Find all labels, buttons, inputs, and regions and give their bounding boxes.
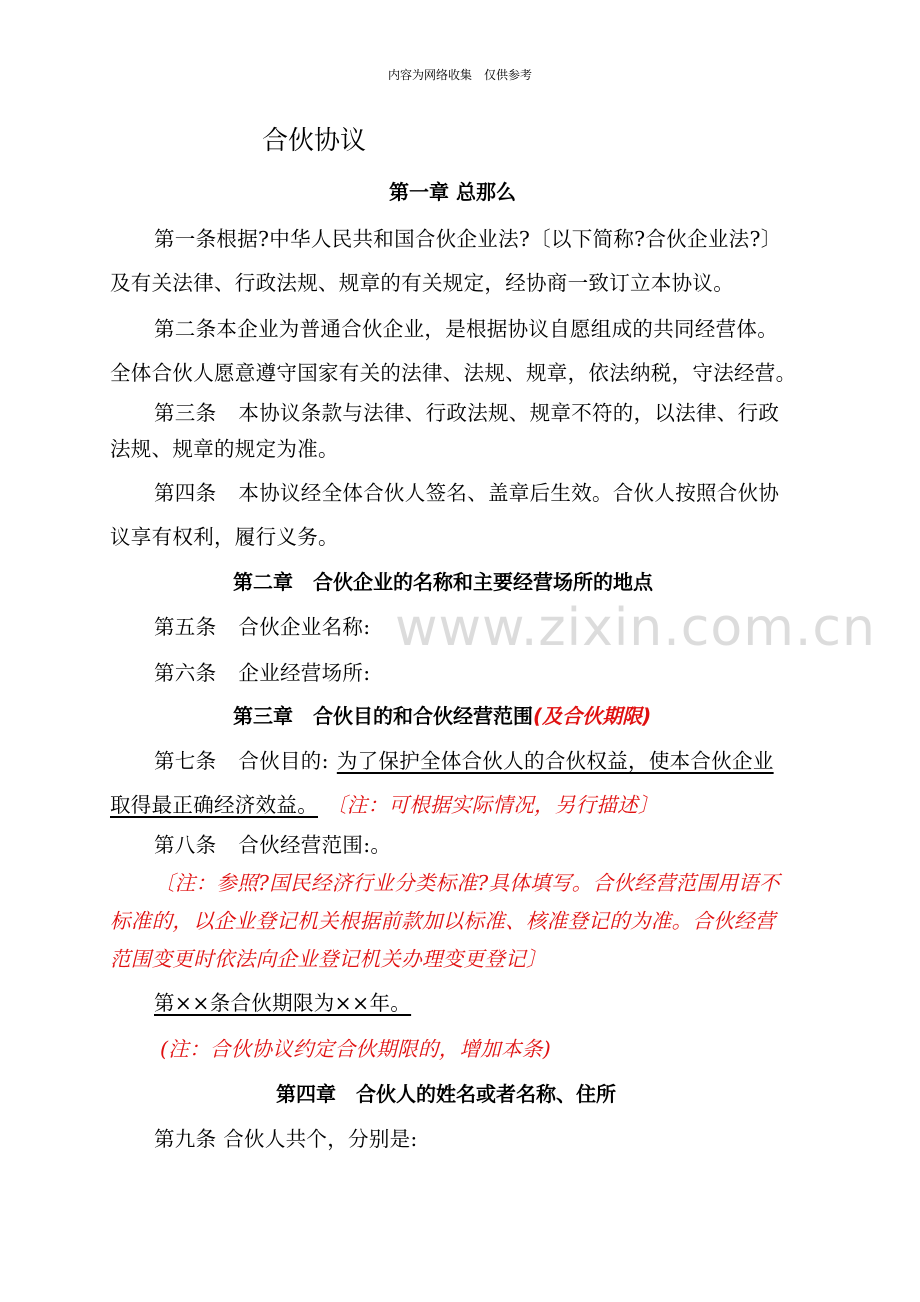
article-1-line-2: 及有关法律、行政法规、规章的有关规定，经协商一致订立本协议。 xyxy=(110,271,734,295)
article-9: 第九条 合伙人共个，分别是: xyxy=(154,1127,418,1151)
term-article xyxy=(154,986,411,1016)
term-article-text: 第××条合伙期限为××年。 xyxy=(154,991,412,1015)
article-8-number: 第八条 xyxy=(154,833,217,857)
article-5 xyxy=(154,610,370,640)
chapter-2-title: 第二章 合伙企业的名称和主要经营场所的地点 xyxy=(233,570,653,594)
term-note: (注：合伙协议约定合伙期限的，增加本条) xyxy=(160,1037,551,1061)
chapter-4-title: 第四章 合伙人的姓名或者名称、住所 xyxy=(276,1082,616,1106)
chapter-3-title-text: 第三章 合伙目的和合伙经营范围 xyxy=(233,704,533,728)
article-4-line-1 xyxy=(154,476,779,506)
article-2-line-2: 全体合伙人愿意遵守国家有关的法律、法规、规章，依法纳税，守法经营。 xyxy=(110,361,797,385)
article-7-note: 〔注：可根据实际情况，另行描述〕 xyxy=(326,793,659,817)
article-8-text: 合伙经营范围:。 xyxy=(238,833,392,857)
article-8-note-line-3: 范围变更时依法向企业登记机关办理变更登记〕 xyxy=(110,947,547,971)
article-7-label: 合伙目的: xyxy=(238,749,329,773)
article-4-text: 本协议经全体合伙人签名、盖章后生效。合伙人按照合伙协 xyxy=(238,481,780,505)
document-title: 合伙协议 xyxy=(262,126,367,156)
article-4-number: 第四条 xyxy=(154,481,217,505)
article-3-number: 第三条 xyxy=(154,401,217,425)
article-7-purpose-2: 取得最正确经济效益。 xyxy=(110,793,318,817)
article-4-line-2: 议享有权利，履行义务。 xyxy=(110,525,339,549)
article-3-text: 本协议条款与法律、行政法规、规章不符的，以法律、行政 xyxy=(238,401,780,425)
article-8 xyxy=(154,828,391,858)
chapter-3-title xyxy=(233,700,651,729)
article-1-line-1: 第一条根据?中华人民共和国合伙企业法?〔以下简称?合伙企业法?〕 xyxy=(154,227,782,251)
article-7-line-1 xyxy=(154,744,774,774)
article-3-line-2: 法规、规章的规定为准。 xyxy=(110,437,339,461)
article-7-number: 第七条 xyxy=(154,749,217,773)
article-3-line-1 xyxy=(154,396,779,426)
article-7-line-2 xyxy=(110,788,659,818)
article-8-note-line-1: 〔注：参照?国民经济行业分类标准?具体填写。合伙经营范围用语不 xyxy=(154,871,780,895)
article-6 xyxy=(154,656,370,686)
article-8-note-line-2: 标准的，以企业登记机关根据前款加以标准、核准登记的为准。合伙经营 xyxy=(110,909,776,933)
chapter-1-title: 第一章 总那么 xyxy=(389,180,516,204)
article-5-number: 第五条 xyxy=(154,615,217,639)
article-2-line-1: 第二条本企业为普通合伙企业，是根据协议自愿组成的共同经营体。 xyxy=(154,317,778,341)
article-6-text: 企业经营场所: xyxy=(238,661,371,685)
watermark: www.zixin.com.cn xyxy=(395,598,876,658)
article-6-number: 第六条 xyxy=(154,661,217,685)
chapter-3-red-note: (及合伙期限) xyxy=(533,704,652,728)
article-5-text: 合伙企业名称: xyxy=(238,615,371,639)
header-note: 内容为网络收集 仅供参考 xyxy=(387,68,532,82)
article-7-purpose-1: 为了保护全体合伙人的合伙权益，使本合伙企业 xyxy=(336,749,774,773)
